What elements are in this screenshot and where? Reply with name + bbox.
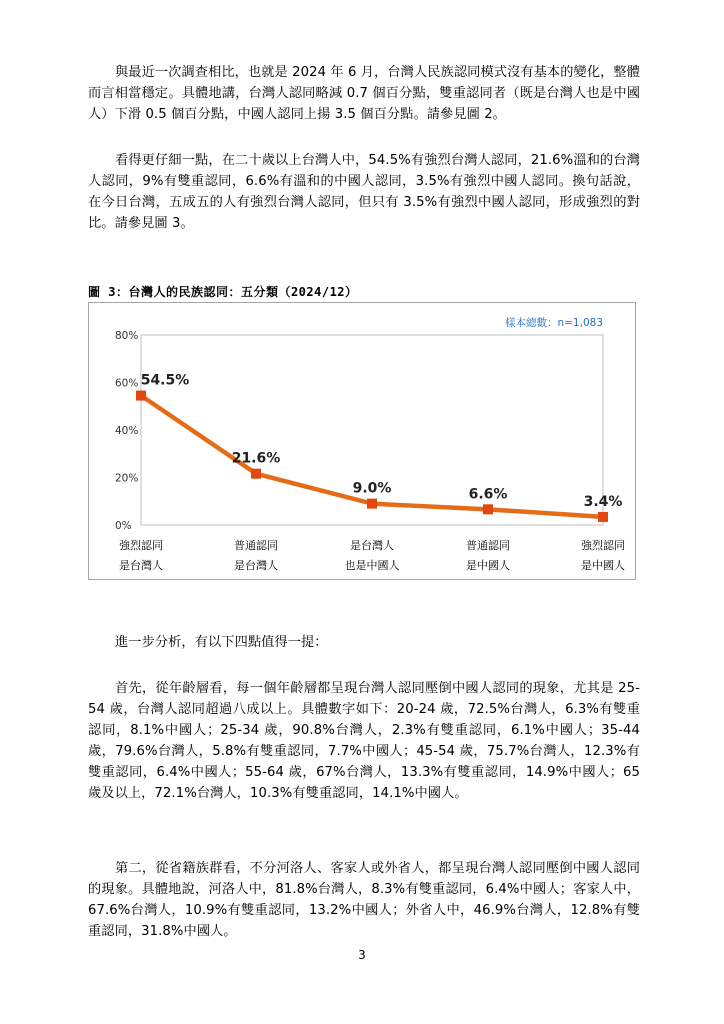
data-label: 6.6% xyxy=(468,486,508,503)
y-tick-label: 80% xyxy=(115,330,139,342)
data-markers xyxy=(136,391,608,522)
data-label: 54.5% xyxy=(140,372,190,389)
x-tick-label: 是台灣人 xyxy=(350,539,394,552)
data-label: 9.0% xyxy=(352,480,392,497)
page-number: 3 xyxy=(358,948,366,962)
x-tick-label: 強烈認同 xyxy=(119,539,163,552)
x-tick-label: 是中國人 xyxy=(581,559,625,572)
x-tick-label: 也是中國人 xyxy=(344,559,400,572)
x-tick-label: 是台灣人 xyxy=(234,559,278,572)
identity-line-chart xyxy=(89,303,637,581)
paragraph-survey-comparison: 與最近一次調查相比，也就是 2024 年 6 月，台灣人民族認同模式沒有基本的變化，整體而言相當穩定。具體地講，台灣人認同略減 0.7 個百分點，雙重認同者（既是台灣人也是中國人）下滑 0.5 個百分點，中國人認同上揚 3.5 個百分點。請參見圖 2。 xyxy=(88,65,640,122)
data-point-marker xyxy=(367,499,377,509)
x-tick-label: 是中國人 xyxy=(466,559,510,572)
x-tick-label: 強烈認同 xyxy=(581,539,625,552)
x-axis xyxy=(119,538,625,572)
data-point-marker xyxy=(251,469,261,479)
y-tick-label: 0% xyxy=(115,520,132,532)
data-point-marker xyxy=(136,391,146,401)
data-labels xyxy=(141,373,623,510)
x-tick-label: 普通認同 xyxy=(234,539,278,552)
paragraph-age-groups: 首先，從年齡層看，每一個年齡層都呈現台灣人認同壓倒中國人認同的現象，尤其是 25-54 歲，台灣人認同超過八成以上。具體數字如下：20-24 歲，72.5%台灣人，6.3%有雙重認同，8.1%中國人；25-34 歲，90.8%台灣人，2.3%有雙重認同，6.1%中國人；35-44 歲，79.6%台灣人，5.8%有雙重認同，7.7%中國人；45-54 歲，75.7%台灣人，12.3%有雙重認同，6.4%中國人；55-64 歲，67%台灣人，13.3%有雙重認同，14.9%中國人；65 歲及以上，72.1%台灣人，10.3%有雙重認同，14.1%中國人。 xyxy=(88,681,640,801)
sample-size-note: 樣本總數：n=1,083 xyxy=(504,317,603,329)
data-label: 21.6% xyxy=(231,450,281,467)
x-tick-label: 是台灣人 xyxy=(119,559,163,572)
paragraph-ethnic-groups: 第二，從省籍族群看，不分河洛人、客家人或外省人，都呈現台灣人認同壓倒中國人認同的現象。具體地說，河洛人中，81.8%台灣人，8.3%有雙重認同，6.4%中國人；客家人中，67.6%台灣人，10.9%有雙重認同，13.2%中國人；外省人中，46.9%台灣人，12.8%有雙重認同，31.8%中國人。 xyxy=(88,861,640,939)
paragraph-analysis-intro: 進一步分析，有以下四點值得一提： xyxy=(115,635,328,650)
y-tick-label: 60% xyxy=(115,377,139,390)
data-point-marker xyxy=(483,504,493,514)
chart-frame xyxy=(88,302,636,580)
data-point-marker xyxy=(598,512,608,522)
y-tick-label: 20% xyxy=(115,472,139,485)
y-tick-label: 40% xyxy=(115,425,139,437)
figure-caption: 圖 3：台灣人的民族認同：五分類（2024/12） xyxy=(88,285,358,299)
y-axis xyxy=(115,330,138,532)
x-tick-label: 普通認同 xyxy=(466,539,510,552)
data-label: 3.4% xyxy=(583,493,623,510)
paragraph-identity-breakdown: 看得更仔細一點，在二十歲以上台灣人中，54.5%有強烈台灣人認同，21.6%溫和的台灣人認同，9%有雙重認同，6.6%有溫和的中國人認同，3.5%有強烈中國人認同。換句話說，在今日台灣，五成五的人有強烈台灣人認同，但只有 3.5%有強烈中國人認同，形成強烈的對比。請參見圖 3。 xyxy=(88,153,640,231)
